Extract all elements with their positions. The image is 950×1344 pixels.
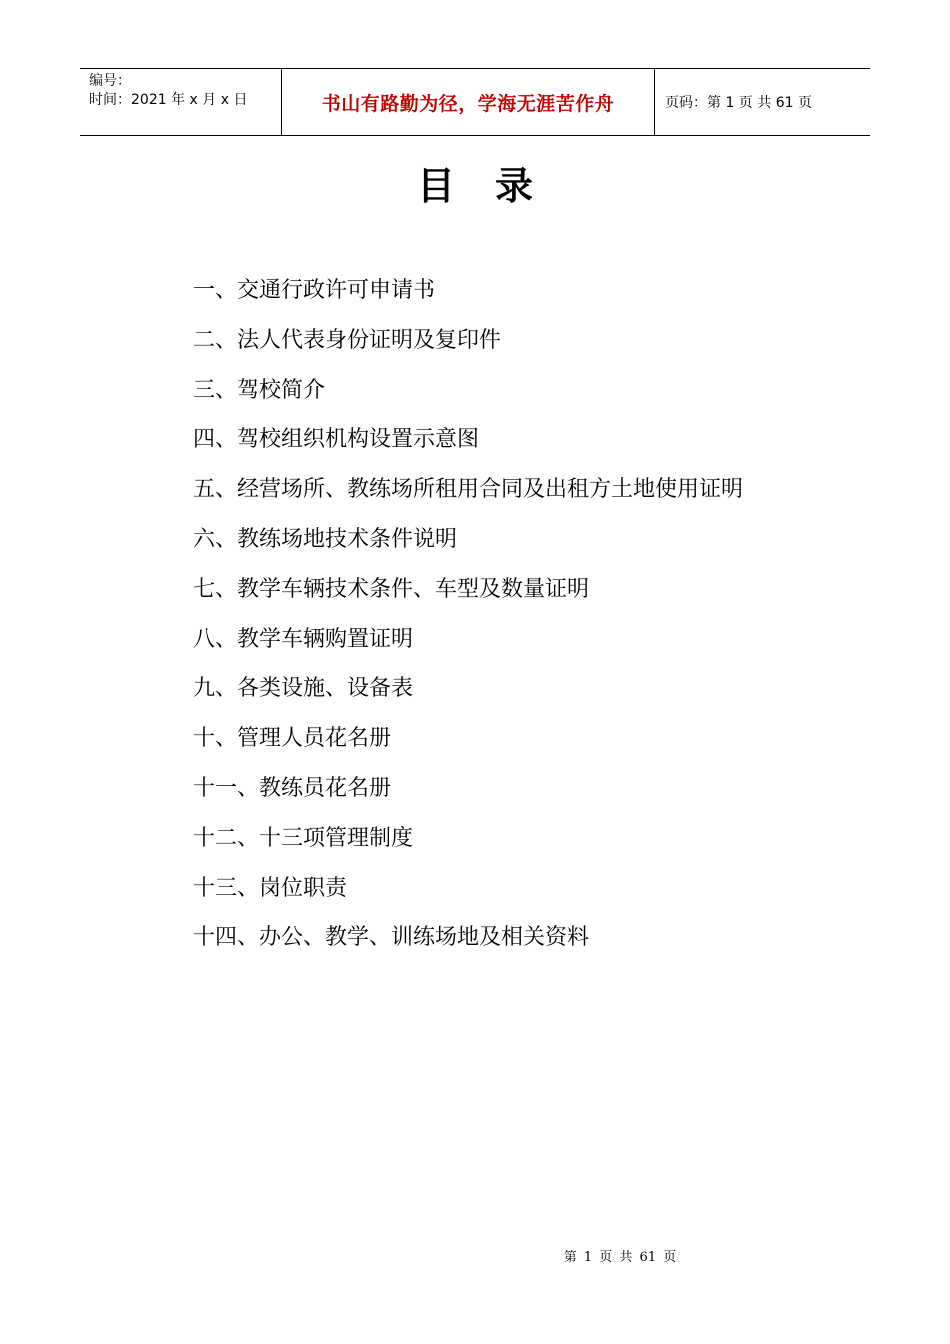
table-of-contents: [193, 266, 743, 963]
toc-item: 十一、教练员花名册: [193, 775, 392, 801]
header-motto: 书山有路勤为径，学海无涯苦作舟: [282, 69, 655, 135]
toc-item: 五、经营场所、教练场所租用合同及出租方土地使用证明: [193, 477, 744, 503]
document-header: [80, 68, 870, 136]
header-page-info: 页码：第 1 页 共 61 页: [665, 95, 812, 111]
toc-item: 一、交通行政许可申请书: [193, 278, 436, 303]
toc-item: 十二、十三项管理制度: [193, 825, 414, 851]
page-title: 目录: [416, 163, 573, 208]
toc-item: 十三、岗位职责: [193, 875, 348, 901]
toc-item: 六、教练场地技术条件说明: [193, 526, 458, 552]
document-date-label: 时间：2021 年 x 月 x 日: [89, 92, 248, 108]
toc-item: 七、教学车辆技术条件、车型及数量证明: [193, 576, 590, 602]
toc-item: 四、驾校组织机构设置示意图: [193, 427, 480, 453]
toc-item: 九、各类设施、设备表: [193, 676, 414, 702]
toc-item: 十四、办公、教学、训练场地及相关资料: [193, 925, 590, 951]
toc-item: 八、教学车辆购置证明: [193, 626, 414, 652]
toc-item: 三、驾校简介: [193, 377, 326, 403]
page-footer: 第 1 页 共 61 页: [563, 1250, 677, 1265]
document-number-label: 编号：: [89, 73, 131, 89]
header-meta-cell: [80, 69, 282, 135]
toc-item: 二、法人代表身份证明及复印件: [193, 327, 502, 353]
toc-item: 十、管理人员花名册: [193, 726, 392, 752]
